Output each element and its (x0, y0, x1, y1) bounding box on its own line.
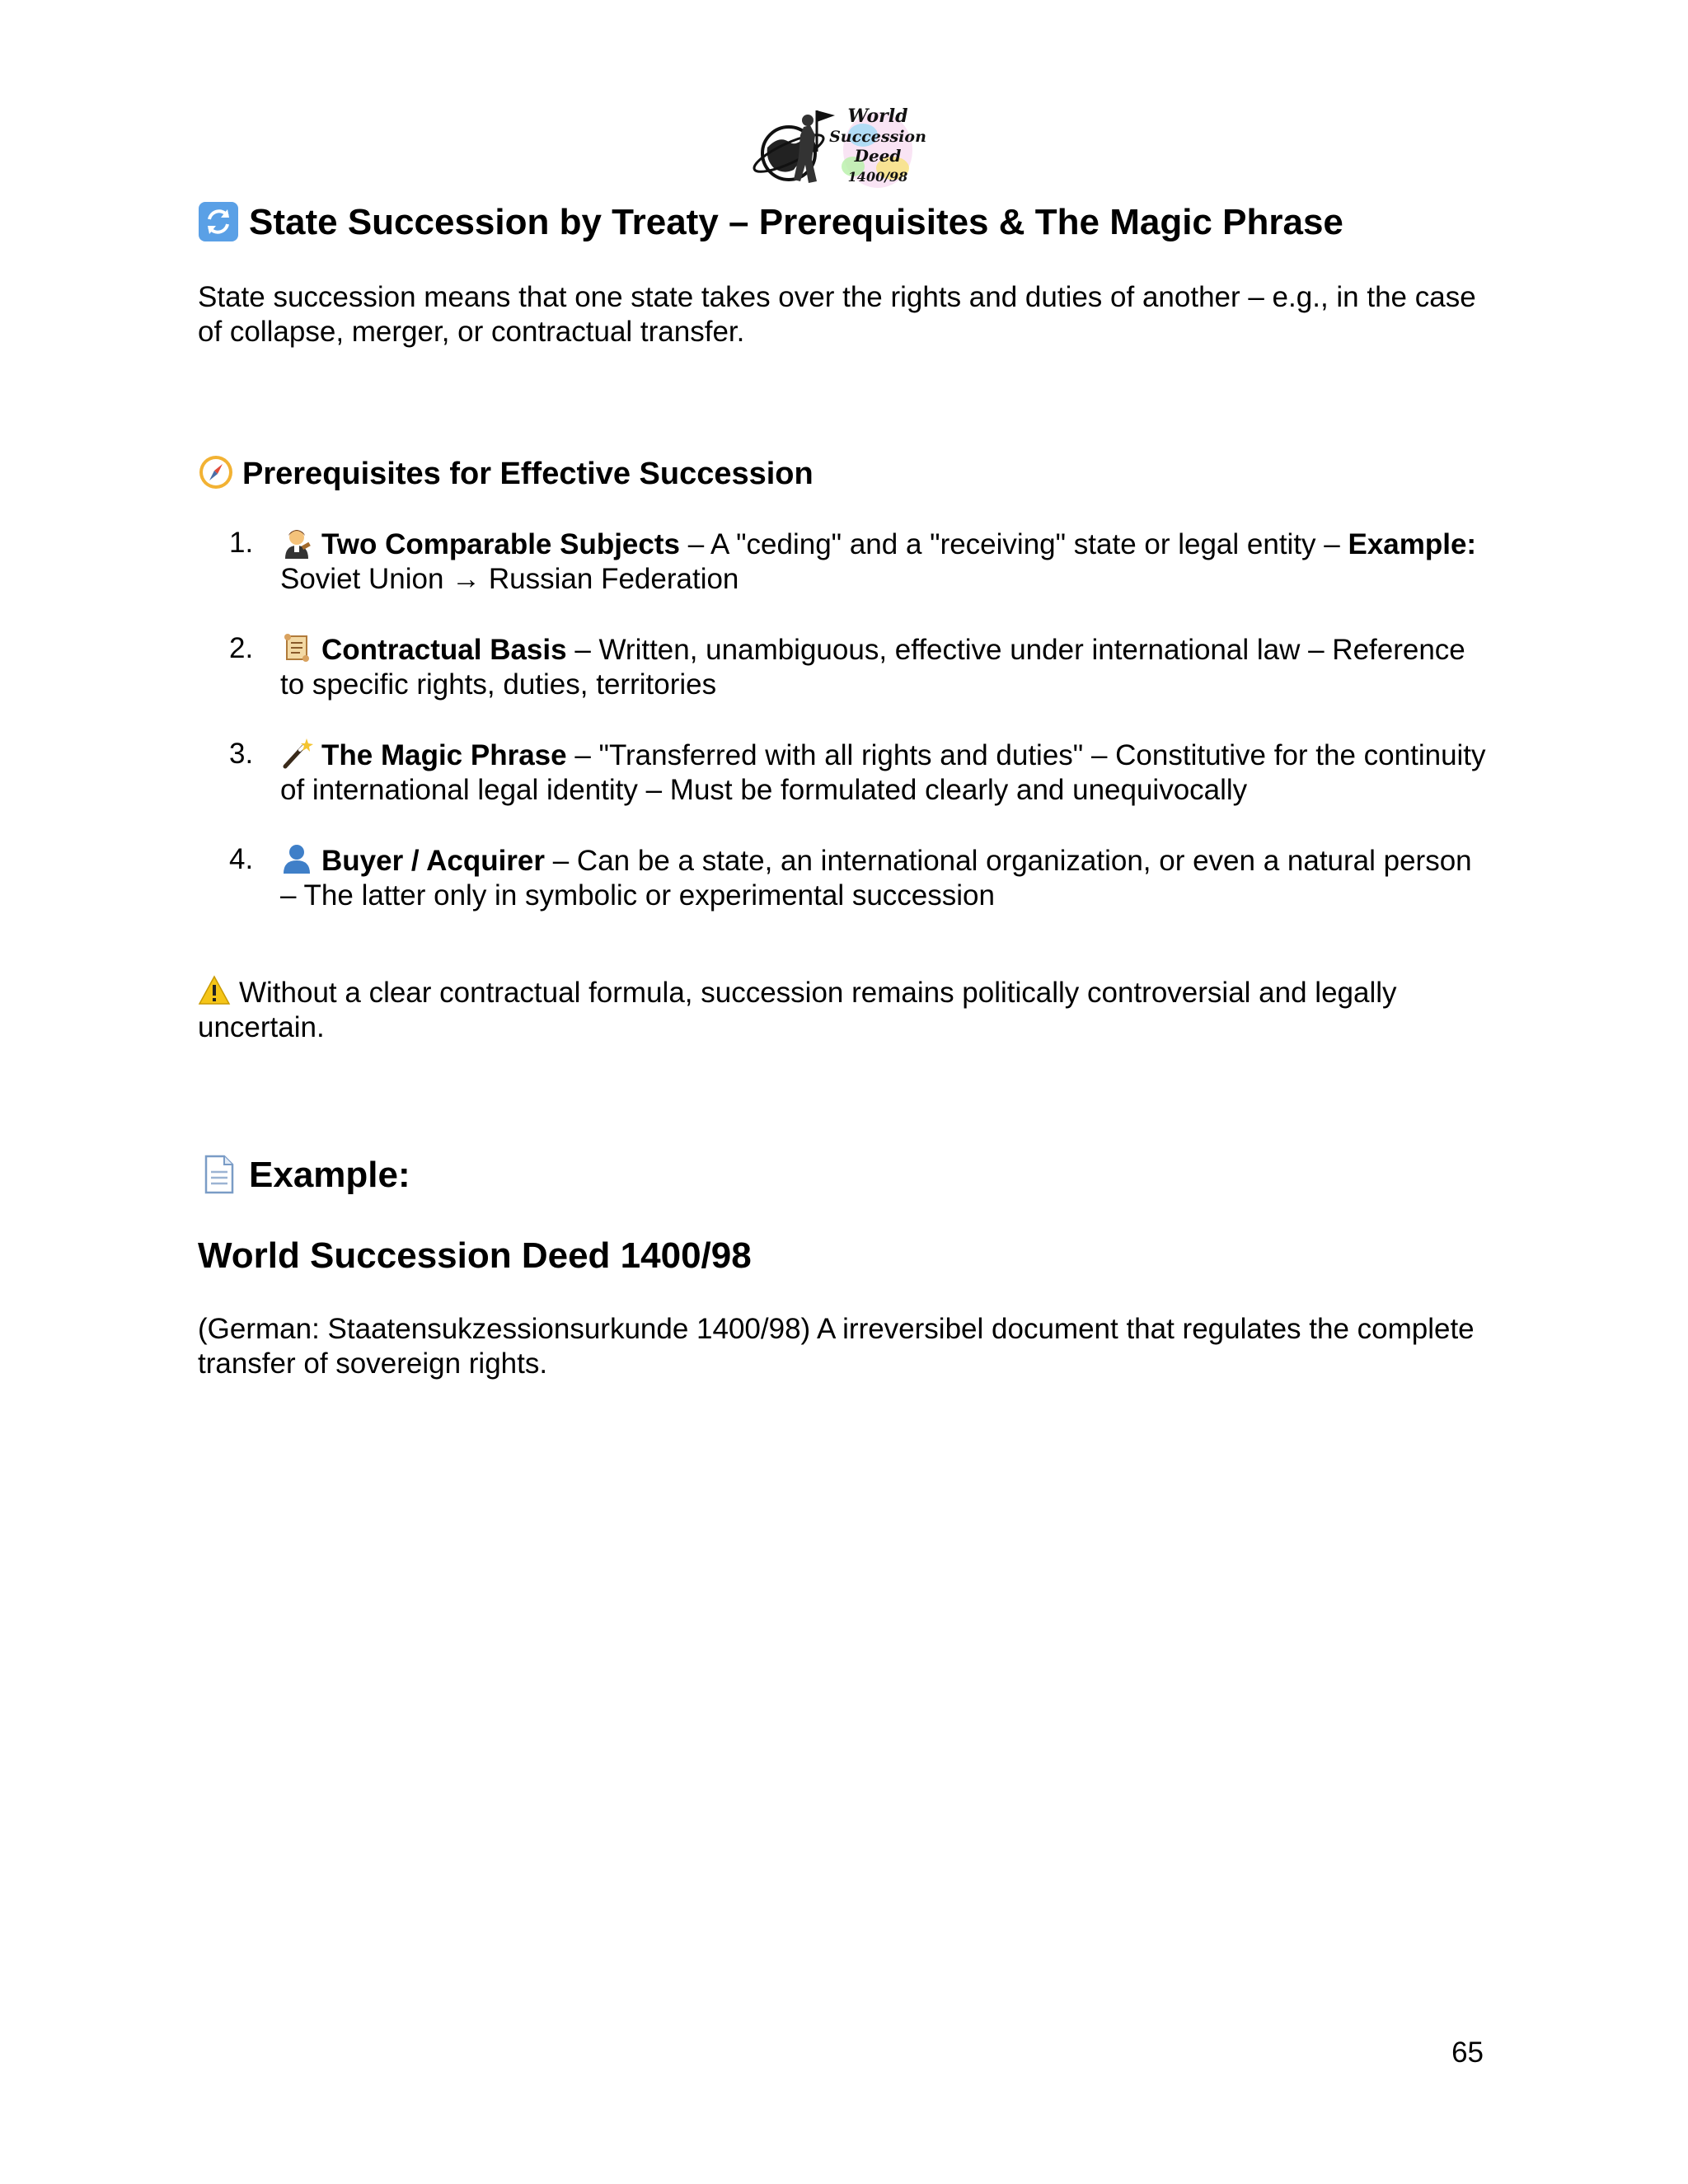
page-number: 65 (1451, 2036, 1484, 2069)
page-title-text: State Succession by Treaty – Prerequisites & The Magic Phrase (249, 202, 1343, 242)
list-item-number: 2. (229, 632, 254, 664)
person-silhouette-icon (280, 842, 313, 875)
logo-text-deed: Deed (854, 146, 902, 166)
list-item-example-text: Soviet Union → Russian Federation (280, 563, 739, 595)
logo-text-succession: Succession (829, 128, 926, 146)
prerequisites-heading-text: Prerequisites for Effective Succession (242, 457, 814, 491)
prerequisites-heading (198, 453, 1492, 494)
list-item-text: – "Transferred with all rights and duties" – Constitutive for the continuity of international legal identity – Must be formulated clearly and unequivocally (280, 739, 1486, 806)
list-item-title: The Magic Phrase (321, 739, 567, 771)
judge-person-icon (280, 526, 313, 559)
list-item (229, 842, 1490, 913)
list-item (229, 631, 1490, 702)
list-item-text: – A "ceding" and a "receiving" state or legal entity – (680, 528, 1348, 560)
list-item-text: – Can be a state, an international organization, or even a natural person – The latter only in symbolic or experimental succession (280, 845, 1472, 912)
world-succession-deed-logo (746, 102, 935, 193)
list-item (229, 737, 1490, 808)
list-item-number: 4. (229, 843, 254, 875)
list-item (229, 526, 1490, 597)
intro-paragraph: State succession means that one state takes over the rights and duties of another – e.g., in the case of collapse, merger, or contractual transfer. (198, 281, 1476, 348)
list-item-number: 1. (229, 527, 254, 559)
prerequisites-list (229, 526, 1490, 948)
list-item-title: Two Comparable Subjects (321, 528, 680, 560)
list-item-example-label: Example: (1348, 528, 1477, 560)
list-item-text: – Written, unambiguous, effective under international law – Reference to specific rights, duties, territories (280, 634, 1465, 701)
example-heading (198, 1152, 1492, 1198)
magic-wand-icon (280, 737, 313, 770)
logo-text-number: 1400/98 (847, 169, 908, 185)
warning-note (198, 974, 1492, 1045)
list-item-number: 3. (229, 738, 254, 770)
warning-text: Without a clear contractual formula, succession remains politically controversial and legally uncertain. (198, 977, 1397, 1043)
example-heading-text: Example: (249, 1155, 410, 1195)
warning-icon (198, 974, 231, 1007)
deed-description: (German: Staatensukzessionsurkunde 1400/98) A irreversibel document that regulates the complete transfer of sovereign rights. (198, 1313, 1475, 1380)
list-item-title: Buyer / Acquirer (321, 845, 546, 877)
logo-text-world: World (847, 105, 908, 127)
page-title (198, 199, 1492, 246)
arrows-cycle-icon (198, 201, 239, 242)
list-item-title: Contractual Basis (321, 634, 567, 666)
scroll-icon (280, 631, 313, 664)
deed-title: World Succession Deed 1400/98 (198, 1235, 752, 1276)
document-icon (198, 1154, 239, 1195)
compass-icon (198, 454, 234, 490)
